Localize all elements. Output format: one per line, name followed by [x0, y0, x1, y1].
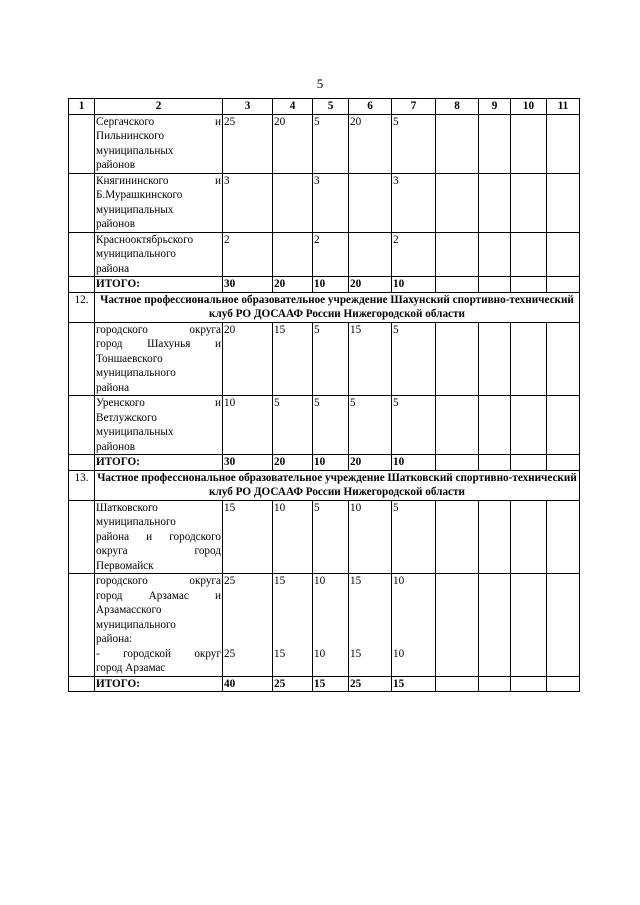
sub-value-text: 15 [350, 647, 362, 660]
row-name-cell [95, 173, 223, 232]
value-text: 5 [393, 501, 399, 514]
spacer-line [480, 589, 509, 604]
value-cell [479, 574, 511, 677]
value-cell [479, 232, 511, 277]
value-cell [547, 574, 580, 677]
value-cell [547, 173, 580, 232]
row-name-line: Тоншаевского [96, 352, 163, 365]
value-cell [313, 114, 349, 173]
spacer-line [224, 632, 271, 647]
row-name-line: районов [96, 440, 136, 453]
value-cell [223, 232, 273, 277]
value-text: 5 [393, 397, 399, 409]
row-name-line: муниципальных [96, 426, 174, 438]
row-name-line: районов [96, 218, 136, 230]
value-cell [349, 574, 392, 677]
row-number-cell [69, 500, 95, 574]
value-text: 5 [393, 115, 399, 128]
table-row [69, 173, 580, 232]
value-text: 5 [314, 397, 320, 409]
value-text: 20 [350, 115, 362, 128]
value-cell [223, 277, 273, 293]
value-cell [511, 322, 547, 396]
value-cell [392, 396, 436, 455]
spacer-line [548, 618, 578, 633]
value-cell [436, 455, 479, 471]
organization-row [69, 470, 580, 500]
row-name-line: округа город [96, 545, 221, 557]
value-cell [223, 173, 273, 232]
spacer-line [548, 589, 578, 604]
value-cell [392, 277, 436, 293]
spacer-line [437, 589, 477, 604]
row-name-cell [95, 114, 223, 173]
spacer-line [314, 632, 347, 647]
value-cell [223, 676, 273, 692]
row-number-cell [69, 455, 95, 471]
value-cell [273, 114, 313, 173]
value-text: 10 [314, 456, 326, 468]
value-cell [349, 500, 392, 574]
value-cell [392, 173, 436, 232]
value-cell [392, 500, 436, 574]
sub-value-text: 10 [314, 647, 326, 660]
spacer-line [393, 632, 434, 647]
value-text: 2 [224, 233, 230, 246]
spacer-line [393, 589, 434, 604]
value-cell [273, 500, 313, 574]
value-text: 20 [274, 456, 286, 468]
value-cell [313, 574, 349, 677]
value-text: 10 [314, 278, 326, 290]
value-text: 10 [393, 456, 405, 468]
value-text: 3 [224, 174, 230, 187]
row-name-line: город Шахунья и [96, 338, 221, 350]
row-name-subline: - городской округ [96, 647, 221, 660]
spacer-line [274, 618, 311, 633]
row-name-line: Княгининского и [96, 174, 221, 187]
row-name-line: муниципальных [96, 144, 174, 157]
spacer-line [480, 574, 509, 589]
value-cell [273, 232, 313, 277]
table-row [69, 574, 580, 677]
sub-value-text: 10 [393, 647, 405, 660]
value-text: 30 [224, 278, 236, 290]
total-label: ИТОГО: [95, 676, 223, 692]
value-text: 3 [314, 174, 320, 187]
row-name-cell [95, 322, 223, 396]
value-cell [436, 173, 479, 232]
row-name-cell [95, 396, 223, 455]
spacer-line [350, 603, 390, 618]
spacer-line [350, 589, 390, 604]
value-cell [436, 277, 479, 293]
value-text: 2 [393, 233, 399, 246]
value-text: 5 [314, 115, 320, 128]
value-cell [223, 396, 273, 455]
value-text: 5 [314, 501, 320, 514]
value-cell [313, 396, 349, 455]
value-cell [392, 676, 436, 692]
value-cell [436, 500, 479, 574]
value-text: 3 [393, 174, 399, 187]
row-number-cell [69, 676, 95, 692]
sub-value-text: 15 [274, 647, 286, 660]
value-text: 15 [350, 575, 362, 587]
row-name-line: муниципального [96, 516, 176, 528]
value-cell [349, 322, 392, 396]
value-cell [547, 500, 580, 574]
row-name-line: муниципального [96, 618, 176, 631]
spacer-line [224, 618, 271, 633]
value-cell [392, 114, 436, 173]
value-cell [479, 277, 511, 293]
row-name-line: Первомайск [96, 559, 154, 572]
row-name-line: муниципального [96, 367, 176, 379]
spacer-line [224, 589, 271, 604]
spacer-line [548, 574, 578, 589]
value-cell [479, 676, 511, 692]
value-cell [349, 232, 392, 277]
column-header: 8 [436, 99, 479, 115]
spacer-line [512, 589, 545, 604]
row-name-line: района [96, 381, 130, 394]
spacer-line [437, 618, 477, 633]
value-cell [313, 500, 349, 574]
value-cell [547, 114, 580, 173]
value-cell [349, 114, 392, 173]
spacer-line [393, 603, 434, 618]
value-text: 10 [393, 575, 405, 587]
column-header: 5 [313, 99, 349, 115]
row-number-cell [69, 173, 95, 232]
value-cell [511, 396, 547, 455]
column-header: 6 [349, 99, 392, 115]
value-cell [349, 396, 392, 455]
value-text: 25 [274, 677, 286, 690]
total-label: ИТОГО: [95, 455, 223, 471]
total-row [69, 676, 580, 692]
column-header: 11 [547, 99, 580, 115]
value-text: 20 [274, 115, 286, 128]
value-cell [436, 322, 479, 396]
organization-name: Частное профессиональное образовательное учреждение Шахунский спортивно-технический клуб РО ДОСААФ России Нижегородской области [95, 292, 580, 322]
value-text: 20 [350, 456, 362, 468]
row-number-cell [69, 114, 95, 173]
value-cell [511, 232, 547, 277]
value-cell [436, 574, 479, 677]
value-cell [436, 114, 479, 173]
value-text: 20 [350, 278, 362, 290]
row-name-line: муниципальных [96, 203, 174, 216]
column-header: 1 [69, 99, 95, 115]
value-text: 15 [314, 677, 326, 690]
column-header: 9 [479, 99, 511, 115]
row-number-cell: 12. [69, 292, 95, 322]
value-cell [511, 173, 547, 232]
spacer-line [314, 603, 347, 618]
row-name-subline: город Арзамас [96, 662, 166, 674]
value-cell [349, 173, 392, 232]
spacer-line [350, 618, 390, 633]
value-cell [436, 396, 479, 455]
spacer-line [224, 603, 271, 618]
row-name-line: Ветлужского [96, 411, 157, 424]
table-row [69, 322, 580, 396]
row-name-line: Шатковского [96, 501, 158, 514]
value-cell [392, 322, 436, 396]
value-cell [511, 114, 547, 173]
value-cell [547, 277, 580, 293]
total-label: ИТОГО: [95, 277, 223, 293]
row-name-cell [95, 500, 223, 574]
table-row [69, 114, 580, 173]
value-cell [313, 676, 349, 692]
value-cell [511, 455, 547, 471]
value-cell [313, 277, 349, 293]
row-name-cell [95, 232, 223, 277]
table-row [69, 396, 580, 455]
value-cell [479, 173, 511, 232]
page-number: 5 [316, 76, 324, 91]
value-text: 10 [350, 501, 362, 514]
value-cell [511, 500, 547, 574]
value-text: 15 [350, 323, 362, 336]
row-name-line: Краснооктябрьского [96, 233, 194, 246]
spacer-line [512, 618, 545, 633]
value-text: 15 [393, 677, 405, 690]
column-header: 2 [95, 99, 223, 115]
row-number-cell [69, 574, 95, 677]
spacer-line [480, 603, 509, 618]
value-cell [349, 277, 392, 293]
organization-row [69, 292, 580, 322]
table-row [69, 500, 580, 574]
value-cell [479, 322, 511, 396]
row-number-cell [69, 277, 95, 293]
spacer-line [274, 603, 311, 618]
row-name-line: городского округа [96, 323, 221, 336]
sub-value-text: 25 [224, 647, 236, 660]
value-cell [273, 574, 313, 677]
row-name-line: Сергачского и [96, 115, 221, 128]
total-row [69, 277, 580, 293]
value-text: 30 [224, 456, 236, 468]
value-text: 10 [314, 575, 326, 587]
value-cell [392, 574, 436, 677]
value-cell [436, 676, 479, 692]
value-cell [547, 232, 580, 277]
row-name-line: Пильнинского [96, 130, 165, 142]
value-text: 25 [224, 575, 236, 587]
row-number-cell: 13. [69, 470, 95, 500]
value-text: 10 [274, 501, 286, 514]
row-name-line: город Арзамас и [96, 589, 221, 602]
row-number-cell [69, 232, 95, 277]
value-cell [223, 322, 273, 396]
value-cell [223, 114, 273, 173]
spacer-line [512, 574, 545, 589]
value-cell [273, 455, 313, 471]
value-cell [349, 455, 392, 471]
value-cell [273, 277, 313, 293]
value-text: 15 [274, 575, 286, 587]
value-text: 5 [350, 397, 356, 409]
column-header: 3 [223, 99, 273, 115]
value-cell [273, 676, 313, 692]
value-text: 5 [314, 323, 320, 336]
value-text: 20 [224, 323, 236, 336]
value-text: 25 [224, 115, 236, 128]
value-cell [313, 232, 349, 277]
value-text: 10 [224, 397, 236, 409]
value-cell [223, 574, 273, 677]
value-cell [547, 455, 580, 471]
table-row [69, 232, 580, 277]
value-text: 10 [393, 278, 405, 290]
value-cell [547, 676, 580, 692]
value-text: 15 [274, 323, 286, 336]
row-name-line: района [96, 262, 130, 275]
column-header: 10 [511, 99, 547, 115]
value-text: 2 [314, 233, 320, 246]
spacer-line [274, 589, 311, 604]
value-cell [511, 676, 547, 692]
value-cell [313, 322, 349, 396]
value-text: 40 [224, 677, 236, 690]
value-text: 15 [224, 501, 236, 514]
value-cell [479, 455, 511, 471]
value-cell [479, 114, 511, 173]
spacer-line [350, 632, 390, 647]
value-cell [273, 396, 313, 455]
row-name-line: района: [96, 633, 133, 645]
spacer-line [437, 603, 477, 618]
value-cell [313, 455, 349, 471]
row-name-line: городского округа [96, 575, 221, 587]
value-text: 5 [274, 397, 280, 409]
value-cell [273, 322, 313, 396]
value-cell [479, 500, 511, 574]
row-name-cell [95, 574, 223, 677]
spacer-line [437, 574, 477, 589]
spacer-line [314, 618, 347, 633]
column-header: 4 [273, 99, 313, 115]
value-text: 5 [393, 323, 399, 336]
value-cell [547, 322, 580, 396]
column-header: 7 [392, 99, 436, 115]
spacer-line [314, 589, 347, 604]
spacer-line [512, 603, 545, 618]
spacer-line [274, 632, 311, 647]
value-cell [223, 455, 273, 471]
value-text: 25 [350, 677, 362, 690]
total-row [69, 455, 580, 471]
value-cell [273, 173, 313, 232]
value-text: 20 [274, 278, 286, 290]
row-name-line: муниципального [96, 248, 176, 260]
allocation-table [68, 98, 580, 692]
value-cell [223, 500, 273, 574]
row-name-line: Арзамасского [96, 604, 162, 616]
value-cell [313, 173, 349, 232]
row-name-line: районов [96, 159, 136, 171]
spacer-line [480, 618, 509, 633]
organization-name: Частное профессиональное образовательное учреждение Шатковский спортивно-технический клуб РО ДОСААФ России Нижегородской области [95, 470, 580, 500]
spacer-line [393, 618, 434, 633]
value-cell [392, 455, 436, 471]
row-number-cell [69, 322, 95, 396]
value-cell [392, 232, 436, 277]
value-cell [511, 574, 547, 677]
value-cell [436, 232, 479, 277]
row-name-line: Уренского и [96, 397, 221, 409]
row-number-cell [69, 396, 95, 455]
value-cell [511, 277, 547, 293]
value-cell [349, 676, 392, 692]
row-name-line: района и городского [96, 530, 221, 543]
header-row [69, 99, 580, 115]
value-cell [547, 396, 580, 455]
row-name-line: Б.Мурашкинского [96, 189, 183, 201]
value-cell [479, 396, 511, 455]
spacer-line [548, 603, 578, 618]
